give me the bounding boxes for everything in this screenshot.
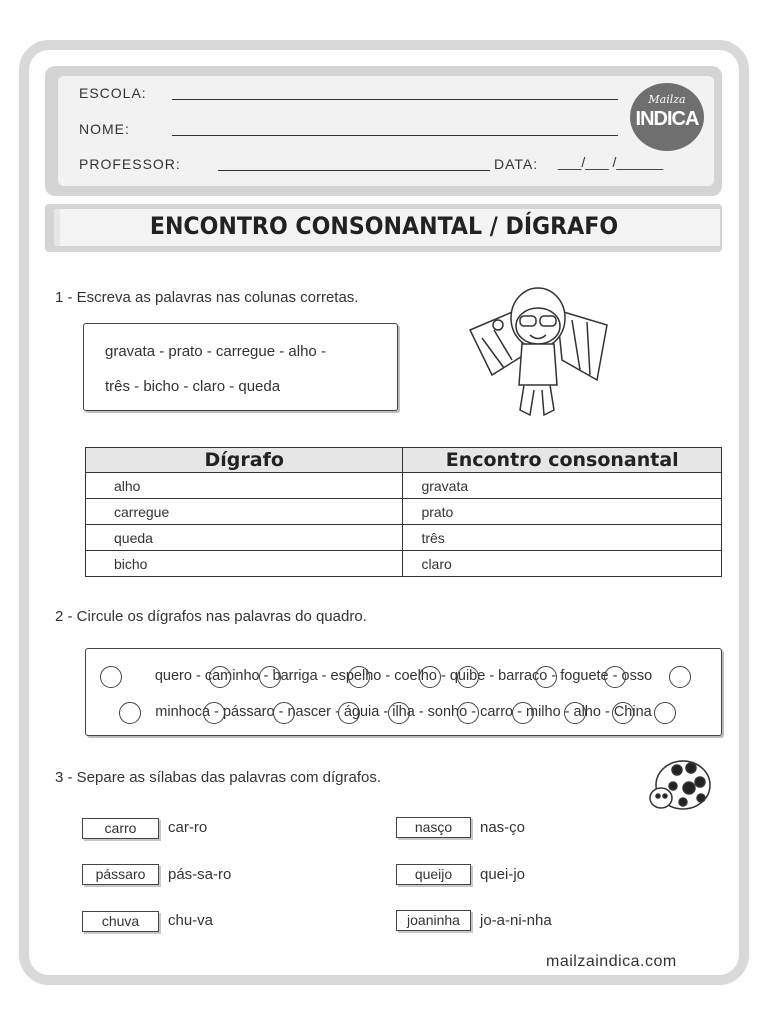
digraph-circle[interactable] — [654, 702, 676, 724]
logo-bottom-text: INDICA — [635, 108, 699, 130]
q1-instruction: 1 - Escreva as palavras nas colunas corretas. — [55, 289, 359, 306]
professor-label: PROFESSOR: — [79, 156, 181, 172]
table-cell-digrafo[interactable]: bicho — [86, 551, 403, 577]
q2-words-line2: minhoca - pássaro - nascer - águia - ilha - sonho - carro - milho - alho - China — [155, 704, 652, 720]
professor-line[interactable] — [218, 170, 490, 171]
word-box-passaro: pássaro — [82, 864, 159, 885]
digraph-circle[interactable] — [338, 702, 360, 724]
digraph-circle[interactable] — [388, 702, 410, 724]
digraph-circle[interactable] — [604, 666, 626, 688]
syllable-answer[interactable]: car-ro — [168, 819, 208, 836]
digraph-circle[interactable] — [512, 702, 534, 724]
syllable-answer[interactable]: nas-ço — [480, 819, 526, 836]
col-header-digrafo: Dígrafo — [86, 448, 403, 473]
table-cell-digrafo[interactable]: alho — [86, 473, 403, 499]
boy-with-wings-illustration — [462, 280, 612, 425]
ladybug-illustration — [645, 756, 713, 814]
digraph-circle[interactable] — [457, 666, 479, 688]
table-cell-encontro[interactable]: gravata — [403, 473, 722, 499]
digraph-circle[interactable] — [457, 702, 479, 724]
digraph-circle[interactable] — [564, 702, 586, 724]
table-row — [86, 473, 722, 499]
q1-words-line1: gravata - prato - carregue - alho - — [105, 343, 326, 360]
col-header-encontro: Encontro consonantal — [403, 448, 722, 473]
digraph-circle[interactable] — [419, 666, 441, 688]
q1-word-box — [83, 323, 398, 411]
syllable-answer[interactable]: pás-sa-ro — [168, 866, 232, 883]
word-box-nasco: nasço — [396, 817, 471, 838]
q1-words-line2: três - bicho - claro - queda — [105, 378, 281, 395]
date-blanks[interactable]: ___/___ /______ — [558, 154, 664, 170]
q2-words-line1: quero - caminho - barriga - espelho - coelho - quibe - barraco - foguete - osso — [154, 668, 653, 684]
digraph-circle[interactable] — [100, 666, 122, 688]
digraph-circle[interactable] — [273, 702, 295, 724]
nome-label: NOME: — [79, 121, 130, 137]
q3-instruction: 3 - Separe as sílabas das palavras com dígrafos. — [55, 769, 382, 786]
q2-word-box — [85, 648, 722, 736]
syllable-answer[interactable]: chu-va — [168, 912, 214, 929]
digraph-circle[interactable] — [535, 666, 557, 688]
nome-line[interactable] — [172, 135, 618, 136]
table-cell-encontro[interactable]: claro — [403, 551, 722, 577]
footer-website: mailzaindica.com — [546, 953, 677, 970]
table-header-row — [86, 448, 722, 473]
table-cell-digrafo[interactable]: carregue — [86, 499, 403, 525]
word-box-chuva: chuva — [82, 911, 159, 932]
word-box-carro: carro — [82, 818, 159, 839]
table-cell-encontro[interactable]: prato — [403, 499, 722, 525]
digraph-circle[interactable] — [612, 702, 634, 724]
word-box-queijo: queijo — [396, 864, 471, 885]
syllable-answer[interactable]: quei-jo — [480, 866, 526, 883]
logo-top-text: Mailza — [648, 93, 686, 106]
table-row — [86, 525, 722, 551]
table-cell-digrafo[interactable]: queda — [86, 525, 403, 551]
digraph-circle[interactable] — [348, 666, 370, 688]
digraph-circle[interactable] — [203, 702, 225, 724]
digraph-circle[interactable] — [119, 702, 141, 724]
digraph-circle[interactable] — [259, 666, 281, 688]
worksheet-title: ENCONTRO CONSONANTAL / DÍGRAFO — [149, 212, 619, 240]
data-label: DATA: — [494, 156, 539, 172]
digraph-circle[interactable] — [669, 666, 691, 688]
q2-instruction: 2 - Circule os dígrafos nas palavras do quadro. — [55, 608, 367, 625]
q1-answer-table — [85, 447, 722, 577]
escola-line[interactable] — [172, 99, 618, 100]
table-row — [86, 499, 722, 525]
word-box-joaninha: joaninha — [396, 910, 471, 931]
table-row — [86, 551, 722, 577]
digraph-circle[interactable] — [209, 666, 231, 688]
brand-logo — [630, 83, 704, 151]
escola-label: ESCOLA: — [79, 85, 147, 101]
syllable-answer[interactable]: jo-a-ni-nha — [480, 912, 552, 929]
table-cell-encontro[interactable]: três — [403, 525, 722, 551]
